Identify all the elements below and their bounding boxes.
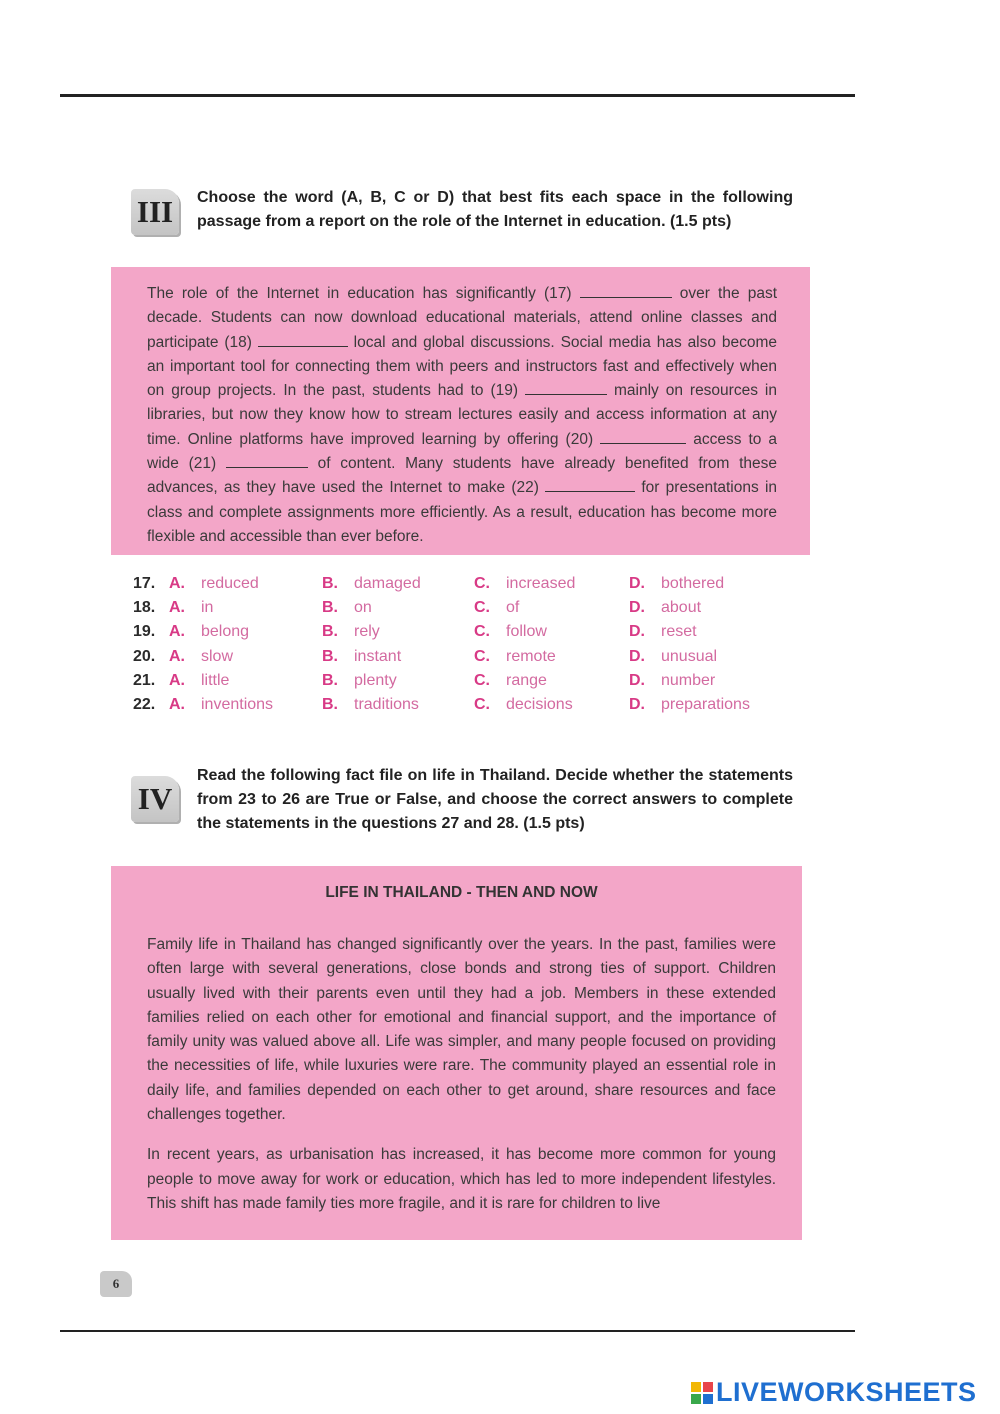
bottom-rule <box>60 1330 855 1332</box>
option-b[interactable]: on <box>354 599 372 617</box>
option-letter-d: D. <box>629 696 645 714</box>
question-row <box>133 645 750 669</box>
option-letter-a: A. <box>169 623 185 641</box>
question-row <box>133 620 750 644</box>
section-4-instruction: Read the following fact file on life in Thailand. Decide whether the statements from 23 to 26 are True or False, and choose the correct answers to complete the statements in the questions 27 and 28. (1.5 pts) <box>197 767 793 832</box>
option-letter-c: C. <box>474 671 490 689</box>
passage-text <box>147 282 777 549</box>
option-letter-c: C. <box>474 696 490 714</box>
option-letter-b: B. <box>322 599 338 617</box>
option-letter-b: B. <box>322 696 338 714</box>
question-number: 22. <box>133 696 156 714</box>
passage-part: for presentations in class and complete assignments more efficiently. As a result, education has become more flexible and accessible than ever before. <box>147 479 778 545</box>
blank-18[interactable] <box>258 333 348 347</box>
passage-part: over the past decade. Students can now download educational materials, attend online classes and participate (18) <box>147 285 778 351</box>
liveworksheets-logo-icon <box>691 1382 713 1404</box>
top-rule <box>60 94 855 97</box>
option-a[interactable]: belong <box>201 623 250 641</box>
passage-part: The role of the Internet in education has significantly (17) <box>147 285 572 302</box>
option-letter-d: D. <box>629 623 645 641</box>
brand-text: LIVEWORKSHEETS <box>716 1377 977 1407</box>
blank-20[interactable] <box>600 430 686 444</box>
question-number: 18. <box>133 599 156 617</box>
option-a[interactable]: slow <box>201 647 234 665</box>
question-row <box>133 669 750 693</box>
option-letter-a: A. <box>169 696 185 714</box>
option-b[interactable]: damaged <box>354 575 421 593</box>
option-d[interactable]: bothered <box>661 575 725 593</box>
blank-17[interactable] <box>580 284 672 298</box>
option-b[interactable]: rely <box>354 623 380 641</box>
option-d[interactable]: unusual <box>661 647 718 665</box>
option-letter-a: A. <box>169 671 185 689</box>
option-c[interactable]: range <box>506 671 547 689</box>
option-b[interactable]: instant <box>354 647 402 665</box>
fact-file-paragraph-2: In recent years, as urbanisation has increased, it has become more common for young people to move away for work or education, which has led to more independent lifestyles. This shift has made family ties more fragile, and it is rare for children to live <box>147 1146 776 1212</box>
question-number: 17. <box>133 575 156 593</box>
blank-21[interactable] <box>226 454 308 468</box>
option-letter-d: D. <box>629 647 645 665</box>
option-letter-a: A. <box>169 647 185 665</box>
option-letter-c: C. <box>474 623 490 641</box>
liveworksheets-brand[interactable] <box>691 1377 977 1408</box>
option-letter-c: C. <box>474 575 490 593</box>
option-c[interactable]: of <box>506 599 520 617</box>
fact-file-box <box>111 866 802 1240</box>
option-letter-c: C. <box>474 599 490 617</box>
option-c[interactable]: increased <box>506 575 576 593</box>
option-d[interactable]: about <box>661 599 702 617</box>
section-3-badge: III <box>131 189 179 235</box>
fact-file-title: LIFE IN THAILAND - THEN AND NOW <box>325 884 598 901</box>
options-table <box>133 572 750 717</box>
option-b[interactable]: plenty <box>354 671 397 689</box>
option-a[interactable]: little <box>201 671 230 689</box>
option-letter-c: C. <box>474 647 490 665</box>
option-letter-b: B. <box>322 671 338 689</box>
option-a[interactable]: reduced <box>201 575 259 593</box>
passage-part: local and global discussions. Social media has also become an important tool for connecting them with peers and instructors fast and effectively when on group projects. In the past, students had to (19) <box>147 333 777 400</box>
passage-box <box>111 267 810 555</box>
option-letter-d: D. <box>629 599 645 617</box>
option-letter-b: B. <box>322 623 338 641</box>
question-row <box>133 596 750 620</box>
question-row <box>133 693 750 717</box>
option-letter-b: B. <box>322 575 338 593</box>
option-a[interactable]: inventions <box>201 696 274 714</box>
question-number: 19. <box>133 623 156 641</box>
question-row <box>133 572 750 596</box>
page-number: 6 <box>100 1271 132 1297</box>
option-d[interactable]: number <box>661 671 716 689</box>
question-number: 20. <box>133 647 156 665</box>
option-letter-d: D. <box>629 671 645 689</box>
option-c[interactable]: follow <box>506 623 547 641</box>
option-letter-a: A. <box>169 575 185 593</box>
option-b[interactable]: traditions <box>354 696 419 714</box>
blank-22[interactable] <box>545 478 635 492</box>
blank-19[interactable] <box>525 381 607 395</box>
option-letter-d: D. <box>629 575 645 593</box>
passage-part: of content. Many students have already benefited from these advances, as they have used the Internet to make (22) <box>147 455 778 497</box>
option-letter-b: B. <box>322 647 338 665</box>
question-number: 21. <box>133 671 156 689</box>
option-d[interactable]: reset <box>661 623 697 641</box>
section-4-badge: IV <box>131 776 179 822</box>
section-3-instruction: Choose the word (A, B, C or D) that best fits each space in the following passage from a report on the role of the Internet in education. (1.5 pts) <box>197 189 793 230</box>
option-c[interactable]: remote <box>506 647 556 665</box>
option-a[interactable]: in <box>201 599 214 617</box>
fact-file-paragraph-1: Family life in Thailand has changed significantly over the years. In the past, families were often large with several generations, close bonds and strong ties of support. Children usually lived with their parents even until they had a job. Members in these extended families relied on each other for emotional and financial support, and the importance of family unity was valued above all. Life was simpler, and many people focused on providing the necessities of life, while luxuries were rare. The community played an essential role in daily life, and families depended on each other to get around, share resources and face challenges together. <box>147 936 776 1124</box>
option-d[interactable]: preparations <box>661 696 750 714</box>
passage-part: mainly on resources in libraries, but now they know how to stream lectures easily and access information at any time. Online platforms have improved learning by offering (20) <box>147 382 777 448</box>
passage-part: access to a wide (21) <box>147 430 778 473</box>
option-letter-a: A. <box>169 599 185 617</box>
option-c[interactable]: decisions <box>506 696 573 714</box>
